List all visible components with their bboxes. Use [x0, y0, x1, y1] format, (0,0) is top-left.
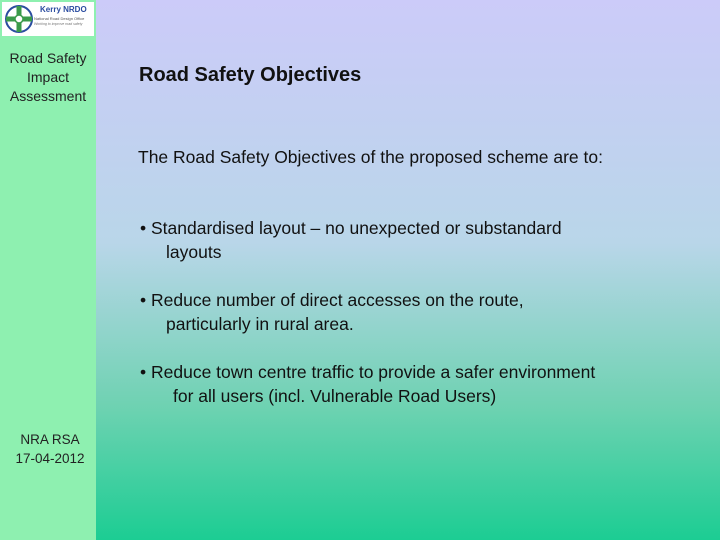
logo-subtitle: National Road Design Office — [34, 16, 85, 21]
sidebar-title: Road Safety Impact Assessment — [9, 50, 87, 104]
bullet-line-2: for all users (incl. Vulnerable Road Users) — [173, 386, 497, 406]
bullet-item — [140, 360, 700, 408]
slide-heading: Road Safety Objectives — [139, 64, 362, 86]
bullet-line-2: particularly in rural area. — [166, 314, 354, 334]
bullet-line-1: • Reduce town centre traffic to provide a safer environment — [140, 362, 596, 382]
bullet-line-1: • Reduce number of direct accesses on the route, — [140, 290, 524, 310]
bullet-line-2: layouts — [166, 242, 222, 262]
celtic-cross-icon — [4, 4, 34, 34]
slide-intro: The Road Safety Objectives of the proposed scheme are to: — [138, 147, 603, 167]
footer-line-1: NRA RSA — [20, 432, 80, 447]
bullet-line-1: • Standardised layout – no unexpected or substandard — [140, 218, 562, 238]
logo-title: Kerry NRDO — [40, 5, 87, 14]
footer-date: 17-04-2012 — [15, 451, 85, 466]
kerry-nrdo-logo — [2, 2, 94, 36]
logo-tagline: Working to improve road safety — [34, 22, 83, 26]
bullet-item — [140, 288, 700, 336]
sidebar-footer — [0, 430, 100, 468]
bullet-item — [140, 216, 700, 264]
sidebar — [0, 0, 96, 540]
